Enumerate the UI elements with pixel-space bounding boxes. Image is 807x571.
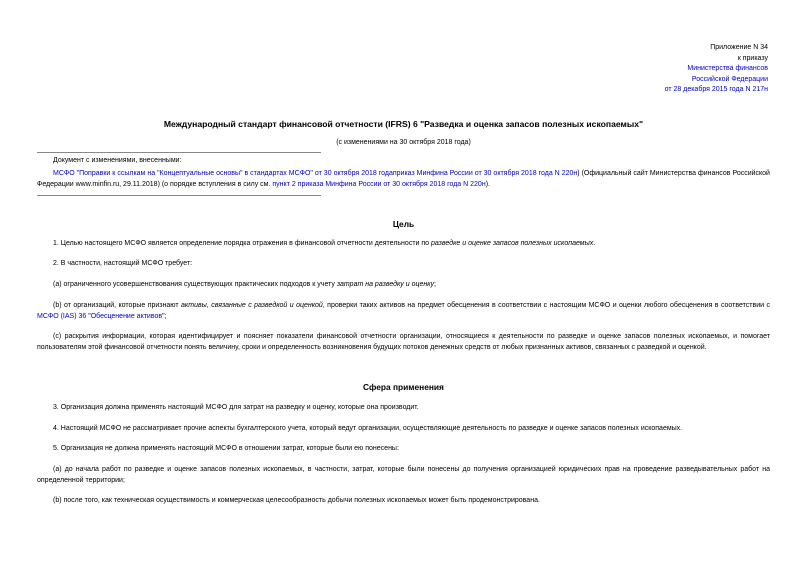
changes-heading: Документ с изменениями, внесенными: <box>53 157 182 164</box>
paragraph-5: 5. Организация не должна применять настоящий МСФО в отношении затрат, которые были ею понесены: <box>53 445 399 452</box>
appendix-number: Приложение N 34 <box>710 44 768 51</box>
paragraph-2b-end: "; <box>162 313 167 320</box>
link-ias-36[interactable]: МСФО (IAS) 36 <box>37 313 87 320</box>
paragraph-1-text: 1. Целью настоящего МСФО является определение порядка отражения в финансовой отчетности деятельности по <box>53 240 432 247</box>
paragraph-2b-quote: " <box>86 313 91 320</box>
paragraph-5b: (b) после того, как техническая осуществимость и коммерческая целесообразность добычи полезных ископаемых может быть продемонстрирована. <box>53 497 540 504</box>
section-heading-goal: Цель <box>392 219 415 229</box>
paragraph-2b-term: активы, связанные с разведкой и оценкой <box>181 302 323 309</box>
changes-text-2: Российской Федерации www.minfin.ru, 29.11.2018) (о порядке вступления в силу см. <box>37 170 770 188</box>
appendix-date[interactable]: от 28 декабря 2015 года N 217н <box>664 86 768 93</box>
paragraph-2a-end: ; <box>434 281 436 288</box>
changes-link-order[interactable]: приказ Минфина России от 30 октября 2018 года N 220н <box>392 170 578 177</box>
page-subtitle: (с изменениями на 30 октября 2018 года) <box>336 139 471 146</box>
section-heading-scope: Сфера применения <box>363 382 444 392</box>
changes-text-3: ). <box>485 181 490 188</box>
paragraph-2b-text-2: , проверки таких активов на предмет обесценения в соответствии с настоящим МСФО и оценки любого обесценения в соответствии с <box>322 302 770 309</box>
paragraph-2a-text: (a) ограниченного усовершенствования существующих практических подходов к учету <box>53 281 337 288</box>
paragraph-2b <box>37 300 770 322</box>
paragraph-3: 3. Организация должна применять настоящий МСФО для затрат на разведку и оценку, которые она производит. <box>53 404 419 411</box>
paragraph-2b-text: (b) от организаций, которые признают <box>53 302 182 309</box>
changes-text <box>37 168 770 190</box>
page-title: Международный стандарт финансовой отчетности (IFRS) 6 "Разведка и оценка запасов полезных ископаемых" <box>163 119 644 129</box>
paragraph-5a: (a) до начала работ по разведке и оценке запасов полезных ископаемых, в частности, затрат, которые были понесены до получения организацией юридических прав на проведение разведывательных работ на определенной территории; <box>37 466 770 484</box>
link-impairment[interactable]: Обесценение активов <box>90 313 163 320</box>
changes-link-ifrs[interactable]: МСФО "Поправки к ссылкам на "Концептуальные основы" в стандартах МСФО" от 30 октября 2018 года <box>53 170 393 177</box>
bottom-divider <box>37 195 321 196</box>
paragraph-1 <box>37 238 770 249</box>
appendix-federation[interactable]: Российской Федерации <box>691 75 768 83</box>
paragraph-1-term: разведке и оценке запасов полезных ископаемых <box>431 240 594 247</box>
paragraph-1-end: . <box>593 240 596 247</box>
paragraph-2c: (c) раскрытия информации, которая идентифицирует и поясняет показатели финансовой отчетности организации, относящиеся к деятельности по разведке и оценке запасов полезных ископаемых, и помогает пользователям этой финансовой отчетности понять величину, сроки и определенность возникновения будущих потоков денежных средств от любых признанных активов, связанных с разведкой и оценкой. <box>37 333 770 351</box>
appendix-order: к приказу <box>737 54 768 62</box>
paragraph-2a-term: затрат на разведку и оценку <box>336 281 435 288</box>
changes-text-1: ) (Официальный сайт Министерства финансов <box>577 170 731 177</box>
changes-link-item2[interactable]: пункт 2 приказа Минфина России от 30 октября 2018 года N 220н <box>272 181 486 188</box>
paragraph-2: 2. В частности, настоящий МСФО требует: <box>53 260 193 267</box>
appendix-ministry[interactable]: Министерства финансов <box>687 65 768 72</box>
paragraph-4: 4. Настоящий МСФО не рассматривает прочие аспекты бухгалтерского учета, который ведут организации, осуществляющие деятельность по разведке и оценке запасов полезных ископаемых. <box>53 425 683 432</box>
top-divider <box>37 152 321 153</box>
appendix-block <box>665 43 768 96</box>
paragraph-2a <box>37 279 770 290</box>
